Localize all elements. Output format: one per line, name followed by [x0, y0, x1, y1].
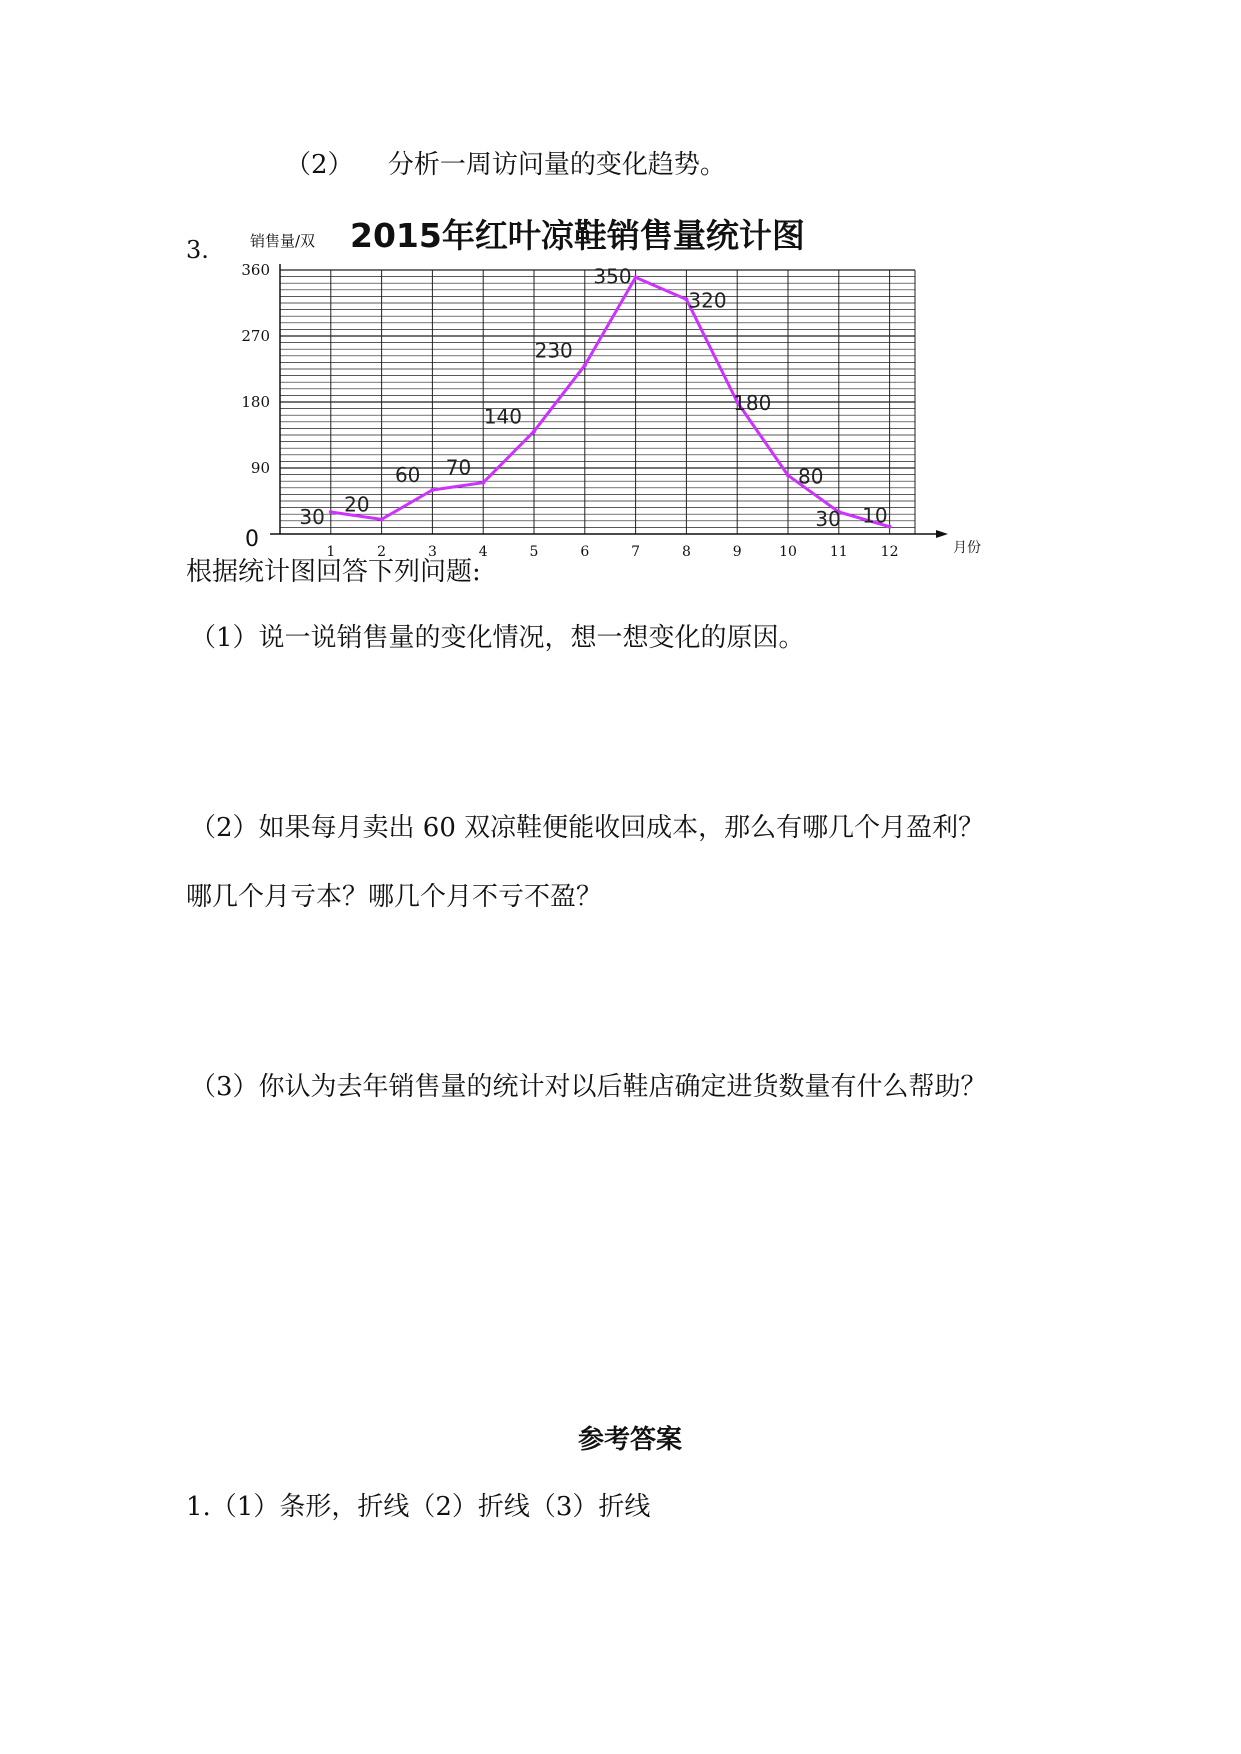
x-tick-label: 6: [580, 544, 590, 560]
data-label: 350: [593, 264, 632, 289]
question3-sub1: （1）说一说销售量的变化情况，想一想变化的原因。: [190, 623, 805, 653]
y-tick-label: 0: [245, 527, 259, 552]
x-tick-label: 12: [880, 544, 899, 560]
data-label: 80: [798, 464, 824, 489]
data-label: 70: [445, 455, 472, 480]
answers-item1: 1.（1）条形，折线（2）折线（3）折线: [186, 1492, 651, 1522]
chart-title: 2015年红叶凉鞋销售量统计图: [350, 216, 805, 255]
data-label: 30: [299, 505, 325, 529]
data-point: [329, 510, 333, 514]
data-label: 180: [733, 391, 772, 415]
data-point: [430, 488, 434, 492]
question2-part2-number: （2）: [285, 150, 354, 180]
answers-heading: 参考答案: [578, 1425, 683, 1455]
data-point: [380, 517, 384, 521]
data-label: 30: [815, 507, 841, 531]
x-tick-label: 10: [779, 544, 797, 560]
chart-grid: [280, 270, 915, 534]
question2-part2-text: 分析一周访问量的变化趋势。: [387, 150, 726, 180]
question3-sub2-line1: （2）如果每月卖出 60 双凉鞋便能收回成本，那么有哪几个月盈利？: [190, 813, 985, 843]
x-tick-label: 9: [732, 544, 742, 560]
x-tick-label: 2: [377, 544, 387, 560]
y-axis-label: 销售量/双: [250, 232, 316, 250]
data-point: [532, 429, 536, 433]
x-tick-label: 3: [427, 544, 437, 560]
sales-line-chart: [210, 204, 1010, 560]
data-point: [583, 363, 587, 367]
data-label: 140: [483, 404, 522, 429]
x-tick-label: 5: [529, 544, 539, 560]
chart-labels: [299, 264, 887, 531]
data-label: 230: [534, 338, 573, 363]
question3-number: 3.: [186, 236, 209, 264]
question2-part2: [285, 150, 726, 181]
data-label: 10: [862, 503, 888, 528]
data-label: 20: [344, 492, 370, 517]
data-point: [634, 275, 638, 279]
data-point: [888, 525, 892, 529]
x-tick-label: 11: [829, 544, 848, 560]
question3-intro: 根据统计图回答下列问题:: [186, 557, 481, 587]
data-label: 320: [688, 288, 727, 313]
y-tick-label: 180: [241, 393, 270, 411]
x-axis-arrow: [936, 530, 948, 538]
x-tick-label: 8: [681, 544, 691, 560]
x-axis-label: 月份: [953, 540, 981, 556]
y-tick-label: 270: [241, 327, 270, 345]
y-tick-label: 90: [250, 459, 270, 477]
data-label: 60: [394, 463, 421, 487]
question3-sub2-line2: 哪几个月亏本？哪几个月不亏不盈？: [186, 882, 603, 912]
x-tick-label: 4: [478, 544, 488, 560]
x-tick-label: 7: [631, 544, 641, 560]
data-point: [786, 473, 790, 477]
x-tick-label: 1: [326, 544, 336, 560]
question3-sub3: （3）你认为去年销售量的统计对以后鞋店确定进货数量有什么帮助？: [190, 1072, 987, 1102]
data-point: [481, 481, 485, 485]
y-tick-label: 360: [241, 261, 270, 279]
